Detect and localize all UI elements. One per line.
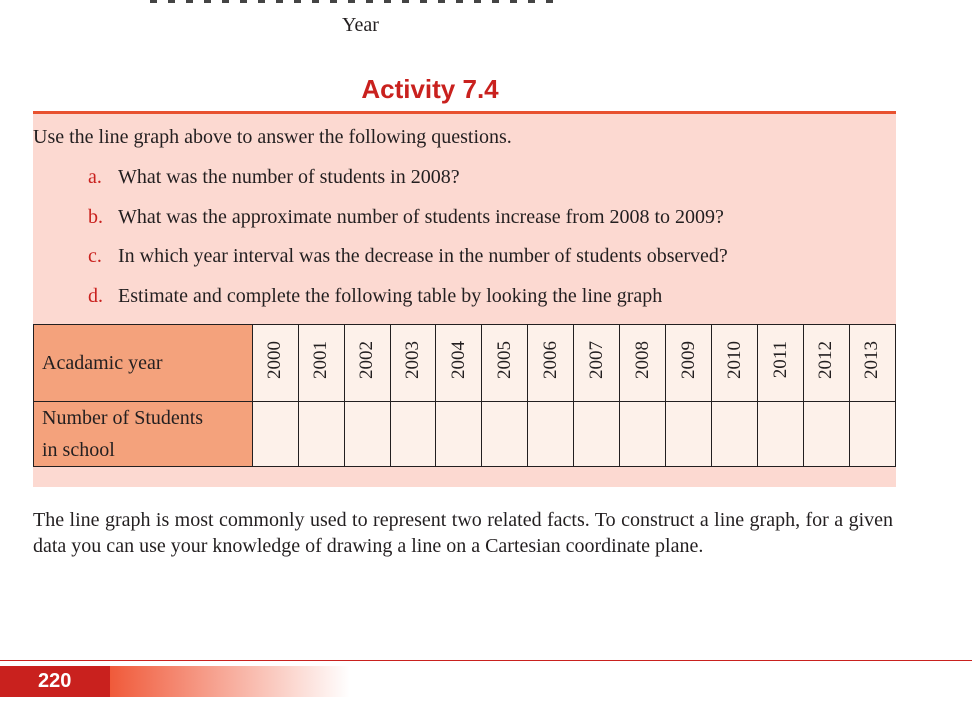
question-letter: d. [88,284,103,307]
student-count-cell[interactable] [436,402,482,467]
footer-rule [0,660,972,661]
student-count-cell[interactable] [666,402,712,467]
question-letter: a. [88,166,102,188]
student-count-cell[interactable] [620,402,666,467]
year-cell [712,325,758,402]
question-text: What was the number of students in 2008? [118,166,460,188]
question-list [88,166,728,324]
student-count-cell[interactable] [712,402,758,467]
student-count-cell[interactable] [574,402,620,467]
row-header-year: Acadamic year [34,325,253,402]
activity-intro: Use the line graph above to answer the following questions. [33,126,512,148]
year-label: 2002 [356,341,378,379]
student-count-cell[interactable] [482,402,528,467]
table-row-years [34,325,896,402]
activity-title: Activity 7.4 [361,74,499,104]
year-cell [390,325,436,402]
year-label: 2010 [723,341,745,379]
student-count-cell[interactable] [390,402,436,467]
year-label: 2007 [585,341,607,379]
year-label: 2008 [631,341,653,379]
student-count-cell[interactable] [803,402,849,467]
year-cell [436,325,482,402]
year-cell [252,325,298,402]
question-letter: b. [88,205,103,228]
graph-axis-remnant [150,0,590,4]
x-axis-label: Year [342,14,379,36]
year-label: 2001 [310,341,332,379]
student-count-cell[interactable] [849,402,895,467]
students-table [33,324,896,467]
year-label: 2013 [861,341,883,379]
question-text: In which year interval was the decrease in the number of students observed? [118,245,728,267]
row-header-line: in school [42,439,115,461]
question-c [88,245,728,285]
year-label: 2009 [677,341,699,379]
student-count-cell[interactable] [344,402,390,467]
question-a [88,166,728,206]
row-header-line: Number of Students [42,407,204,429]
student-count-cell[interactable] [252,402,298,467]
activity-box [33,111,896,487]
footer-gradient-bar [110,666,350,697]
question-text: What was the approximate number of students increase from 2008 to 2009? [118,205,724,228]
year-cell [803,325,849,402]
student-count-cell[interactable] [298,402,344,467]
year-cell [298,325,344,402]
row-header-students [34,402,253,467]
table-row-students [34,402,896,467]
year-cell [482,325,528,402]
question-b [88,206,728,246]
year-cell [574,325,620,402]
year-label: 2000 [264,341,286,379]
year-cell [666,325,712,402]
year-cell [758,325,804,402]
year-label: 2012 [815,341,837,379]
question-d [88,285,728,325]
year-label: 2003 [402,341,423,379]
year-cell [344,325,390,402]
year-label: 2006 [539,341,561,379]
year-cell [849,325,895,402]
page-number: 220 [0,666,110,697]
student-count-cell[interactable] [758,402,804,467]
body-paragraph: The line graph is most commonly used to represent two related facts. To construct a line graph, for a given data you can use your knowledge of drawing a line on a Cartesian coordinate plane. [33,509,893,557]
year-label: 2004 [447,341,469,379]
year-label: 2005 [493,341,515,379]
year-label: 2011 [769,341,791,379]
year-cell [620,325,666,402]
question-text: Estimate and complete the following table by looking the line graph [118,284,663,307]
student-count-cell[interactable] [528,402,574,467]
year-cell [528,325,574,402]
question-letter: c. [88,245,102,267]
